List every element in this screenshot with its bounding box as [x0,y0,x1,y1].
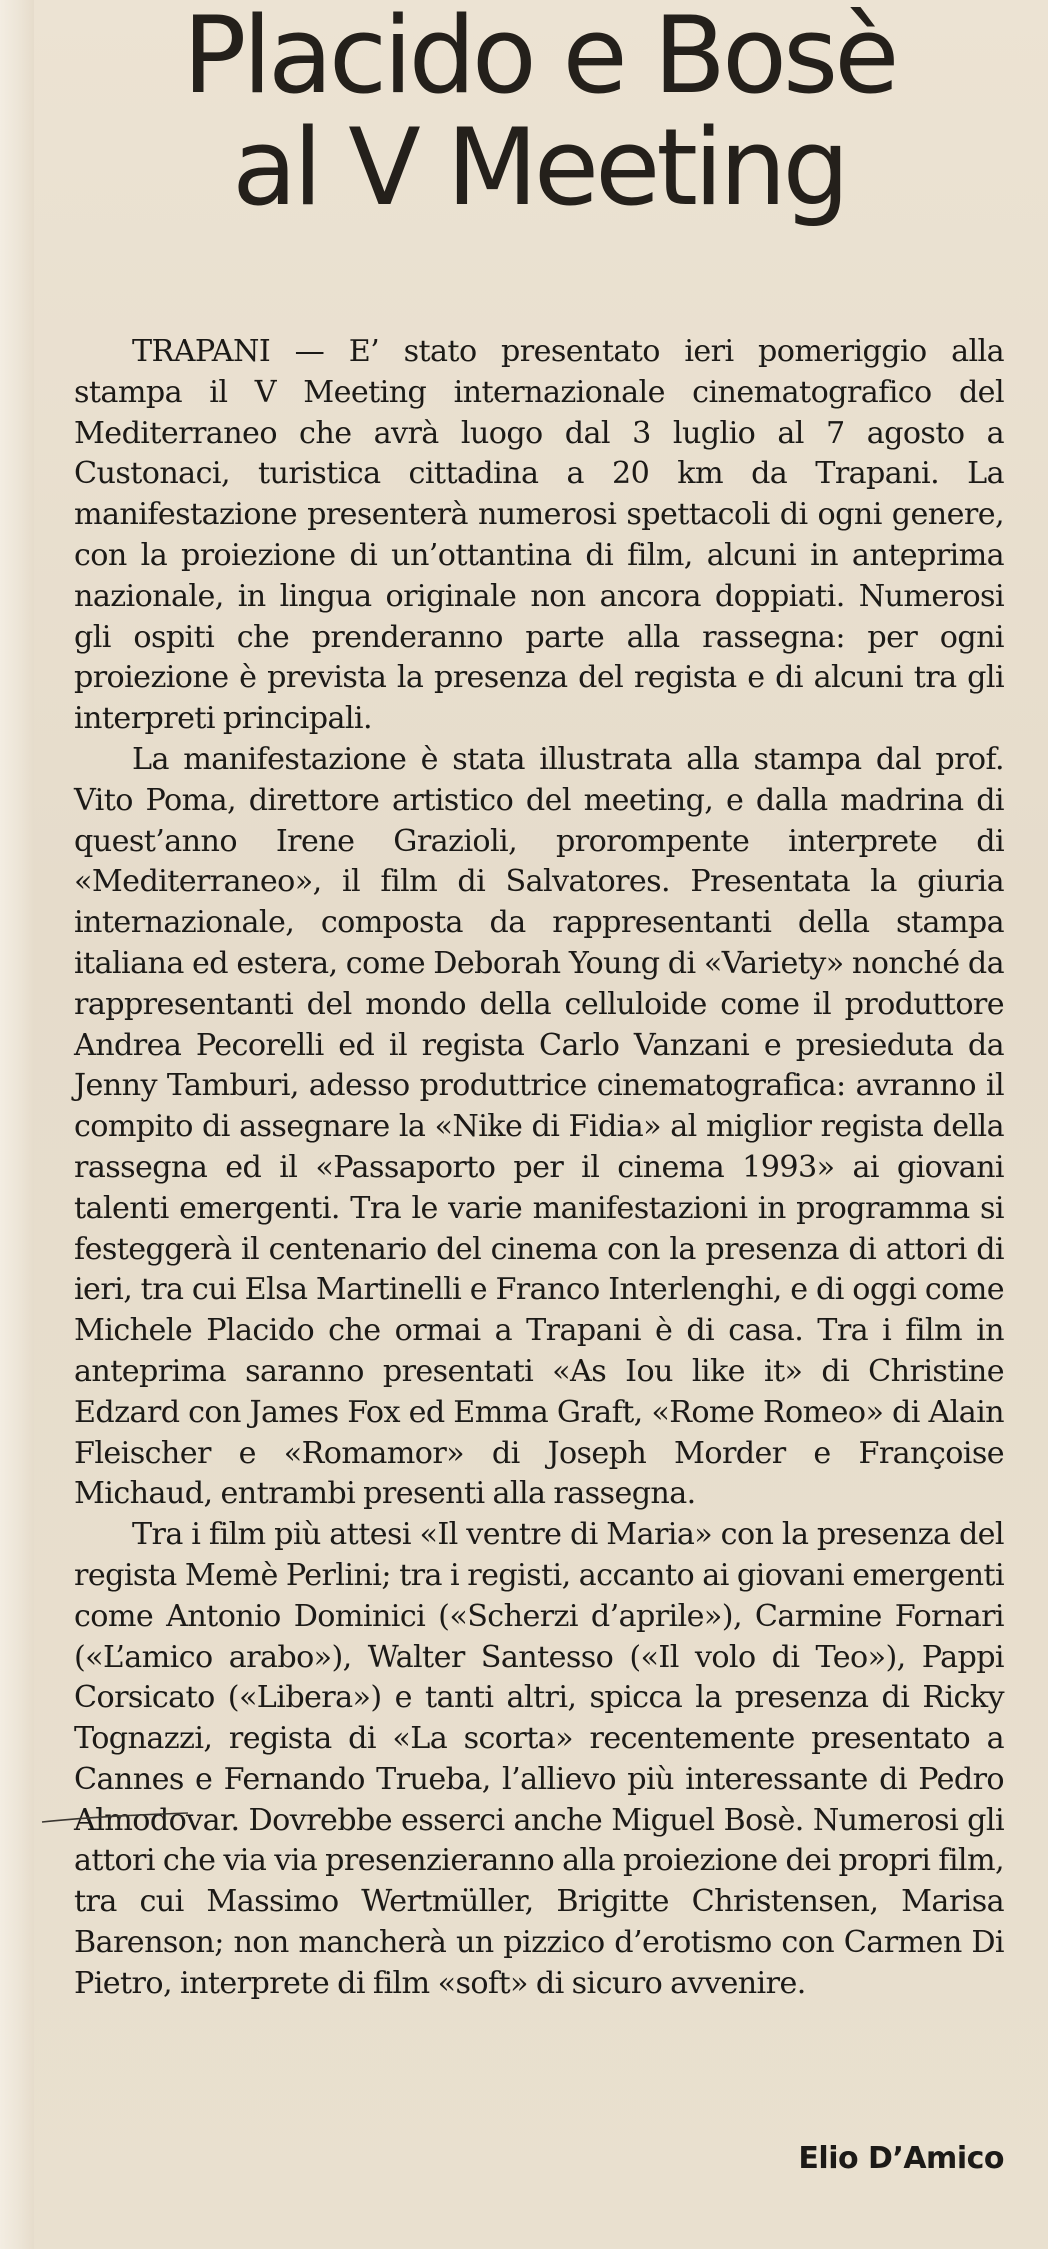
headline [74,0,1004,229]
article-body [74,332,1004,2005]
paragraph-2: La manifestazione è stata illustrata alla stampa dal prof. Vito Poma, direttore artistico del meeting, e dalla madrina di quest’anno Irene Grazioli, prorompente interprete di «Mediterraneo», il film di Salvatores. Presentata la giuria internazionale, composta da rappresentanti della stampa italiana ed estera, come Deborah Young di «Variety» nonché da rappresentanti del mondo della celluloide come il produttore Andrea Pecorelli ed il regista Carlo Vanzani e presieduta da Jenny Tamburi, adesso produttrice cinematografica: avranno il compito di assegnare la «Nike di Fidia» al miglior regista della rassegna ed il «Passaporto per il cinema 1993» ai giovani talenti emergenti. Tra le varie manifestazioni in programma si festeggerà il centenario del cinema con la presenza di attori di ieri, tra cui Elsa Martinelli e Franco Interlenghi, e di oggi come Michele Placido che ormai a Trapani è di casa. Tra i film in anteprima saranno presentati «As Iou like it» di Christine Edzard con James Fox ed Emma Graft, «Rome Romeo» di Alain Fleischer e «Romamor» di Joseph Morder e Françoise Michaud, entrambi presenti alla rassegna. [74,741,1004,1512]
paragraph-3: Tra i film più attesi «Il ventre di Maria» con la presenza del regista Memè Perlini; tra i registi, accanto ai giovani emergenti come Antonio Dominici («Scherzi d’aprile»), Carmine Fornari («L’amico arabo»), Walter Santesso («Il volo di Teo»), Pappi Corsicato («Libera») e tanti altri, spicca la presenza di Ricky Tognazzi, regista di «La scorta» recentemente presentato a Cannes e Fernando Trueba, l’allievo più interessante di Pedro Almodovar. Dovrebbe esserci anche Miguel Bosè. Numerosi gli attori che via via presenzieranno alla proiezione dei propri film, tra cui Massimo Wertmüller, Brigitte Christensen, Marisa Barenson; non mancherà un pizzico d’erotismo con Carmen Di Pietro, interprete di film «soft» di sicuro avvenire. [74,1517,1004,2001]
newspaper-article [74,0,1004,2249]
byline: Elio D’Amico [798,2141,1004,2176]
headline-line-2: al V Meeting [232,106,846,229]
paper-margin [0,0,34,2249]
paragraph-1: TRAPANI — E’ stato presentato ieri pomeriggio alla stampa il V Meeting internazionale cinematografico del Mediterraneo che avrà luogo dal 3 luglio al 7 agosto a Custonaci, turistica cittadina a 20 km da Trapani. La manifestazione presenterà numerosi spettacoli di ogni genere, con la proiezione di un’ottantina di film, alcuni in anteprima nazionale, in lingua originale non ancora doppiati. Numerosi gli ospiti che prenderanno parte alla rassegna: per ogni proiezione è prevista la presenza del regista e di alcuni tra gli interpreti principali. [74,334,1004,737]
pen-mark [40,1810,190,1826]
headline-line-1: Placido e Bosè [182,0,896,117]
